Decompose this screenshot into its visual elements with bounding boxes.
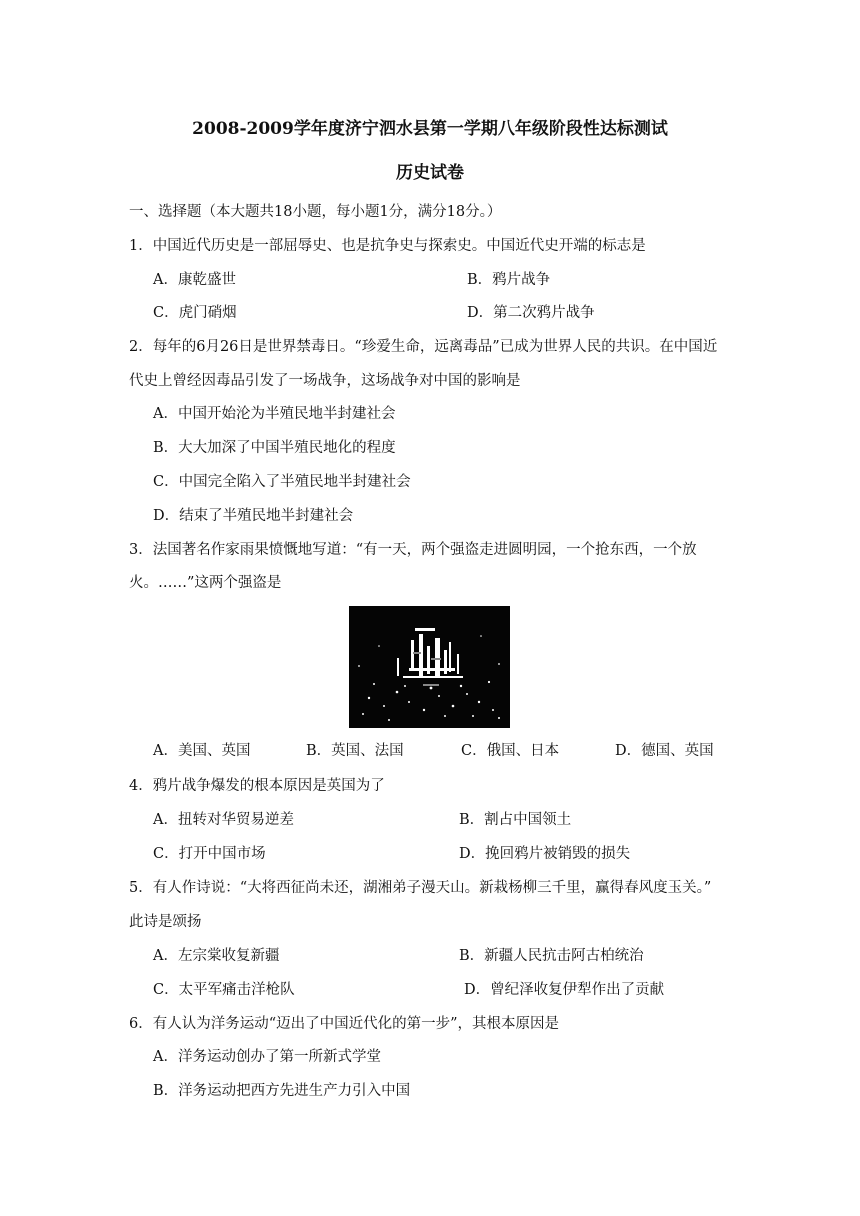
question-1-option-a: A．康乾盛世 xyxy=(153,272,236,288)
question-2-option-b: B．大大加深了中国半殖民地化的程度 xyxy=(153,440,396,456)
question-2-option-a: A．中国开始沦为半殖民地半封建社会 xyxy=(153,406,396,422)
question-2-stem-line-2: 代史上曾经因毒品引发了一场战争，这场战争对中国的影响是 xyxy=(129,373,521,389)
question-5-stem-line-1: 5．有人作诗说：“大将西征尚未还，湖湘弟子漫天山。新栽杨柳三千里，赢得春风度玉关。” xyxy=(129,880,712,896)
question-5-option-b: B．新疆人民抗击阿古柏统治 xyxy=(459,948,644,964)
question-5-option-c: C．太平军痛击洋枪队 xyxy=(153,982,295,998)
question-2-option-d: D．结束了半殖民地半封建社会 xyxy=(153,508,354,524)
ruins-image xyxy=(349,606,510,728)
question-3-option-b: B．英国、法国 xyxy=(306,743,404,759)
question-3-option-c: C．俄国、日本 xyxy=(461,743,560,759)
question-1-stem: 1．中国近代历史是一部屈辱史、也是抗争史与探索史。中国近代史开端的标志是 xyxy=(129,238,646,254)
question-1-option-d: D．第二次鸦片战争 xyxy=(467,305,595,321)
question-4-stem: 4．鸦片战争爆发的根本原因是英国为了 xyxy=(129,778,385,794)
question-5-stem-line-2: 此诗是颂扬 xyxy=(129,914,202,930)
old-summer-palace-photo xyxy=(349,606,510,728)
question-1-option-c: C．虎门硝烟 xyxy=(153,305,237,321)
question-6-option-a: A．洋务运动创办了第一所新式学堂 xyxy=(153,1049,381,1065)
question-5-option-a: A．左宗棠收复新疆 xyxy=(153,948,280,964)
question-4-option-c: C．打开中国市场 xyxy=(153,846,266,862)
question-4-option-b: B．割占中国领土 xyxy=(459,812,572,828)
question-2-stem-line-1: 2．每年的6月26日是世界禁毒日。“珍爱生命，远离毒品”已成为世界人民的共识。在中国近 xyxy=(129,339,718,355)
question-3-stem-line-1: 3．法国著名作家雨果愤慨地写道：“有一天，两个强盗走进圆明园，一个抢东西，一个放 xyxy=(129,542,697,558)
question-4-option-d: D．挽回鸦片被销毁的损失 xyxy=(459,846,631,862)
exam-subtitle: 历史试卷 xyxy=(396,163,464,183)
question-3-option-a: A．美国、英国 xyxy=(153,743,251,759)
exam-title: 2008-2009学年度济宁泗水县第一学期八年级阶段性达标测试 xyxy=(192,119,668,139)
question-4-option-a: A．扭转对华贸易逆差 xyxy=(153,812,294,828)
question-2-option-c: C．中国完全陷入了半殖民地半封建社会 xyxy=(153,474,411,490)
question-1-option-b: B．鸦片战争 xyxy=(467,272,551,288)
question-5-option-d: D．曾纪泽收复伊犁作出了贡献 xyxy=(464,982,665,998)
section-header: 一、选择题（本大题共18小题，每小题1分，满分18分。） xyxy=(129,204,502,220)
question-6-stem: 6．有人认为洋务运动“迈出了中国近代化的第一步”，其根本原因是 xyxy=(129,1016,560,1032)
question-3-stem-line-2: 火。……”这两个强盗是 xyxy=(129,575,282,591)
question-3-option-d: D．德国、英国 xyxy=(615,743,714,759)
question-6-option-b: B．洋务运动把西方先进生产力引入中国 xyxy=(153,1083,411,1099)
